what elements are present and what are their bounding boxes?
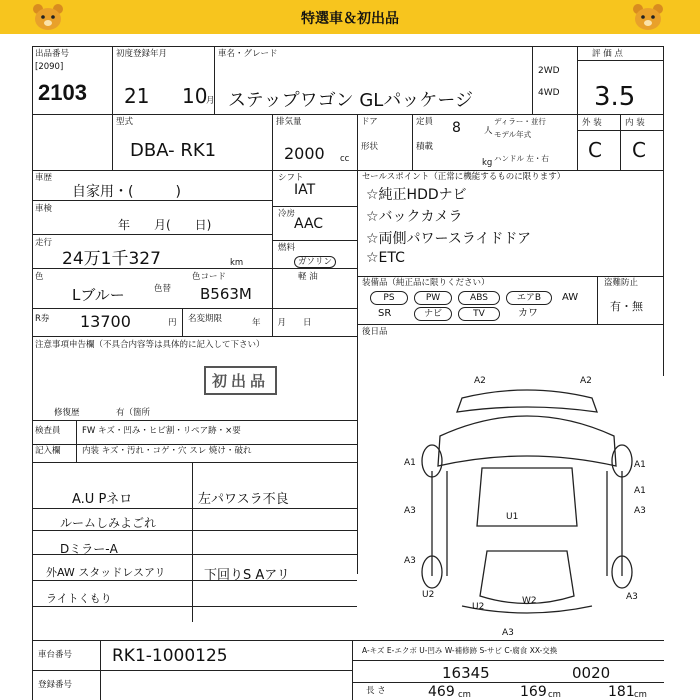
sales-points-label: セールスポイント（正常に機能するものに限ります） (362, 172, 566, 182)
after-items-label: 後日品 (362, 327, 388, 337)
equipment-label: 装備品（純正品に限りください） (362, 278, 490, 288)
color-change-label: 色替 (154, 284, 172, 294)
history: 自家用・( ) (72, 184, 181, 200)
mark-left-a1: A1 (404, 458, 416, 468)
inspection-label: 車検 (35, 204, 53, 214)
equip-aw: AW (562, 292, 579, 303)
first-reg-month: 10 (182, 84, 208, 108)
capacity-label: 定員 (416, 117, 434, 127)
capacity: 8 (452, 120, 461, 136)
drive-2wd: 2WD (538, 66, 560, 76)
model-year-label: モデル年式 (494, 130, 532, 139)
entry-label: 記入欄 (35, 446, 61, 456)
mark-left-a3: A3 (404, 506, 416, 516)
equip-ps: PS (370, 291, 408, 305)
fuel-gasoline: ガソリン (294, 256, 336, 268)
door-label: ドア (361, 117, 378, 127)
width: 169 (520, 684, 547, 700)
dealer-label: ディラー・並行 (494, 117, 546, 126)
score-label: 評 価 点 (592, 49, 623, 59)
anti-theft-value: 有・無 (610, 300, 643, 313)
month-suffix: 月 (206, 96, 215, 106)
first-listing-stamp: 初出品 (204, 366, 277, 395)
color-label: 色 (35, 272, 44, 282)
cooler: AAC (294, 216, 324, 232)
score: 3.5 (594, 82, 636, 112)
kg-unit: kg (482, 158, 493, 168)
capacity-unit: 人 (484, 126, 493, 136)
name-change-label: 名変期限 (188, 314, 223, 324)
repair-value: 有（箇所 (116, 408, 151, 418)
car-name-label: 車名・グレード (218, 49, 278, 59)
inspection: 年 月( 日) (118, 218, 212, 232)
mark-right-a1: A1 (634, 460, 646, 470)
banner-title: 特選車＆初出品 (301, 11, 399, 27)
lot-number: 2103 (38, 80, 87, 105)
banner (0, 0, 700, 34)
inspector-label: 検査員 (35, 426, 61, 436)
code-1: 16345 (442, 664, 490, 682)
mileage: 24万1千327 (62, 249, 161, 269)
mark-right-a1-2: A1 (634, 486, 646, 496)
equip-leather: カワ (518, 308, 538, 319)
model: DBA- RK1 (130, 140, 217, 161)
first-reg-label: 初度登録年月 (116, 49, 168, 59)
mark-rear-left-u2: U2 (422, 590, 435, 600)
car-damage-diagram (392, 376, 662, 626)
mark-front-a2: A2 (474, 376, 486, 386)
cooler-label: 冷房 (278, 209, 296, 219)
note-right-1: 左パワスラ不良 (198, 492, 289, 507)
handle-label: ハンドル 左・右 (494, 154, 549, 163)
shape-label: 形状 (361, 142, 379, 152)
equip-tv: TV (458, 307, 500, 321)
equip-pw: PW (414, 291, 452, 305)
fuel-label: 燃料 (278, 243, 296, 253)
cc-unit: cc (340, 154, 350, 164)
height-unit: cm (634, 690, 647, 700)
ext-grade: C (588, 138, 602, 162)
notes-label: 注意事項申告欄（不具合内容等は具体的に記入して下さい） (35, 340, 265, 350)
fuel-diesel: 軽 油 (298, 272, 318, 282)
chassis-number: RK1-1000125 (112, 646, 228, 666)
mark-rear-w2: W2 (522, 596, 537, 606)
mileage-label: 走行 (35, 238, 53, 248)
shift: IAT (294, 182, 316, 198)
height: 181 (608, 684, 635, 700)
color: Lブルー (72, 286, 125, 304)
history-label: 車歴 (35, 173, 53, 183)
int-label: 内 装 (625, 118, 645, 128)
length-unit: cm (458, 690, 471, 700)
km-unit: km (230, 258, 244, 268)
inspector-row-2: 内装 キズ・汚れ・コゲ・穴 スレ 焼け・破れ (82, 446, 252, 456)
registration-label: 登録番号 (38, 680, 73, 690)
note-left-2: ルームしみよごれ (60, 516, 157, 530)
sales-point-4: ☆ETC (366, 250, 405, 266)
name-change: 年 月 日 (252, 318, 312, 328)
note-left-3: Dミラー-A (60, 542, 118, 556)
note-left-4: 外AW スタッドレスアリ (46, 566, 166, 579)
inspector-row-1: FW キズ・凹み・ヒビ割・リペア跡・×要 (82, 426, 241, 436)
bear-mascot-icon (630, 3, 666, 31)
sales-point-2: ☆バックカメラ (366, 209, 463, 225)
sales-point-1: ☆純正HDDナビ (366, 187, 467, 203)
note-left-1: A.U Pネロ (72, 492, 133, 507)
int-grade: C (632, 138, 646, 162)
equip-airbag: エアB (506, 291, 552, 305)
recycle: 13700 (80, 312, 131, 331)
equip-sr: SR (378, 308, 392, 319)
note-right-2: 下回りS Aアリ (204, 568, 290, 583)
mark-roof-u1: U1 (506, 512, 519, 522)
mark-front-a2-right: A2 (580, 376, 592, 386)
color-code-label: 色コード (192, 272, 227, 282)
model-label: 型式 (116, 117, 134, 127)
length-label: 長 さ (366, 686, 386, 696)
displacement: 2000 (284, 144, 325, 163)
mark-rear-right-a3: A3 (626, 592, 638, 602)
shift-label: シフト (278, 173, 304, 183)
mark-bottom-a3: A3 (502, 628, 514, 638)
width-unit: cm (548, 690, 561, 700)
lot-label: 出品番号 (35, 49, 70, 59)
mark-rear-u2: U2 (472, 602, 485, 612)
yen-unit: 円 (168, 318, 177, 328)
anti-theft-label: 盗難防止 (604, 278, 639, 288)
first-reg-year: 21 (124, 84, 150, 108)
equip-navi: ナビ (414, 307, 452, 321)
length: 469 (428, 684, 455, 700)
displacement-label: 排気量 (276, 117, 302, 127)
chassis-label: 車台番号 (38, 650, 73, 660)
damage-legend: A-キズ E-エクボ U-凹み W-補修跡 S-サビ C-腐食 XX-交換 (362, 646, 558, 655)
lot-sub: [2090] (35, 62, 64, 72)
load-label: 積載 (416, 142, 434, 152)
recycle-label: R券 (35, 314, 50, 324)
repair-label: 修復歴 (54, 408, 80, 418)
code-2: 0020 (572, 664, 611, 682)
equip-abs: ABS (458, 291, 500, 305)
ext-label: 外 装 (582, 118, 602, 128)
color-code: B563M (200, 285, 252, 303)
sales-point-3: ☆両側パワースライドドア (366, 231, 532, 247)
car-name: ステップワゴン GLパッケージ (228, 90, 473, 111)
mark-left-a3-2: A3 (404, 556, 416, 566)
note-left-5: ライトくもり (46, 592, 112, 605)
drive-4wd: 4WD (538, 88, 560, 98)
mark-right-a3: A3 (634, 506, 646, 516)
auction-sheet (32, 46, 664, 700)
